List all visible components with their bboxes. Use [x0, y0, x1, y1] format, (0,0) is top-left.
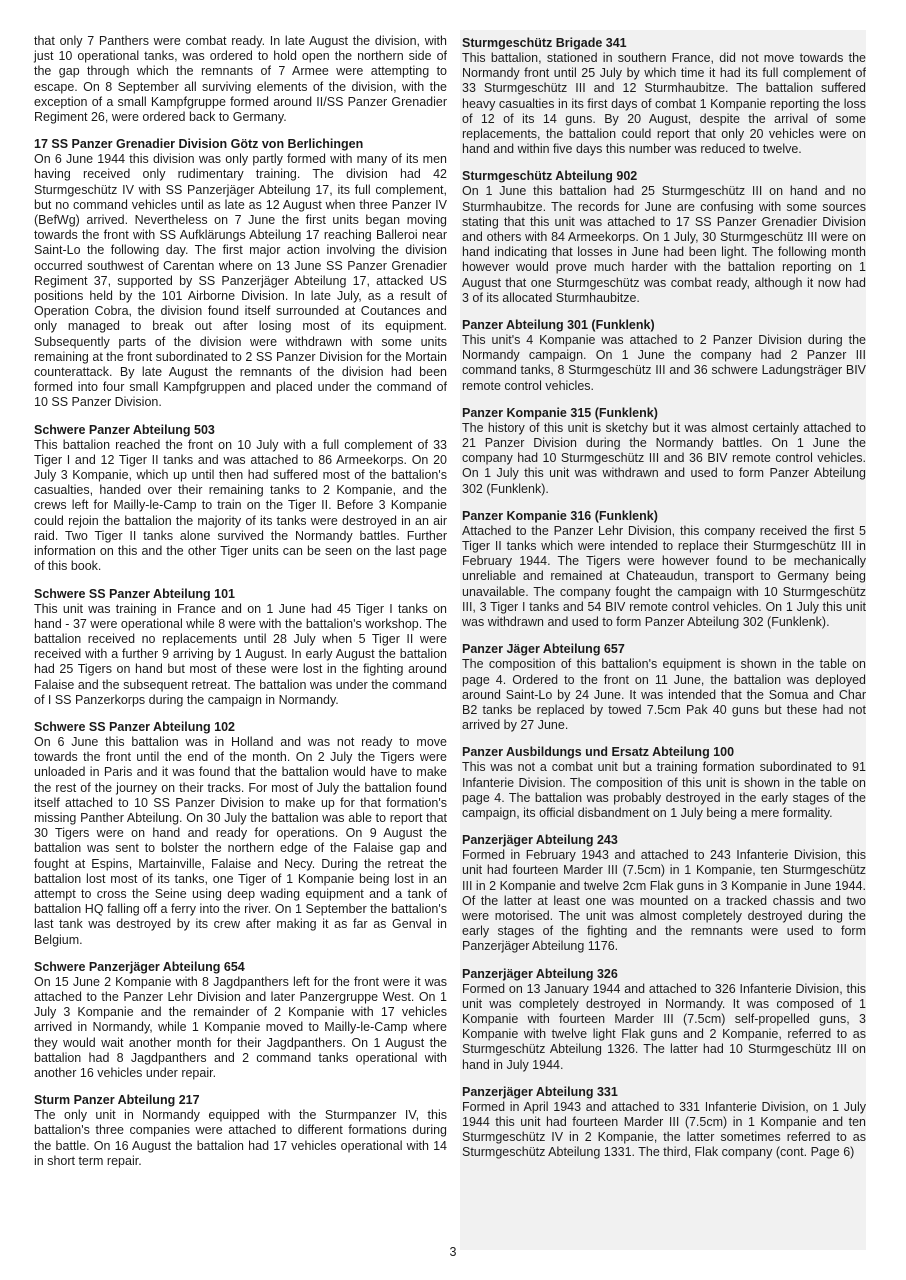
section-body: This battalion reached the front on 10 July with a full complement of 33 Tiger I and 12 Tiger II tanks and was attached to 86 Armeekorps. On 20 July 3 Kompanie, which up until then had suffered most of the battalion's casualties, handed over their remaining tanks to 2 Kompanie, and the crews left for Mailly-le-Camp to train on the Tiger II. Before 3 Kompanie could rejoin the battalion the majority of its tanks were destroyed in an air raid. Two Tiger II tanks alone survived the Normandy battles. Further information on this and the other Tiger units can be seen on the last page of this book. — [34, 437, 447, 574]
section-heading: Sturm Panzer Abteilung 217 — [34, 1093, 200, 1108]
section-sturm-panzer-abteilung-217 — [34, 1093, 447, 1169]
section-schwere-panzerjaeger-abteilung-654 — [34, 960, 447, 1081]
section-heading: Panzerjäger Abteilung 326 — [462, 966, 618, 981]
section-heading: Schwere Panzerjäger Abteilung 654 — [34, 959, 245, 974]
section-heading: Schwere Panzer Abteilung 503 — [34, 422, 215, 437]
page-number: 3 — [449, 1245, 457, 1259]
section-body: This unit was training in France and on 1 June had 45 Tiger I tanks on hand - 37 were operational while 8 were with the battalion's workshop. The battalion received no replacements until 28 July when 5 Tiger II were received with a further 9 arriving by 1 August. In early August the battalion had 25 Tigers on hand but most of these were lost in the fighting around Falaise and the subsequent retreat. The battalion was under the command of I SS Panzerkorps during the campaign in Normandy. — [34, 601, 447, 707]
right-column-sidebar — [460, 30, 866, 1250]
section-body: Formed in April 1943 and attached to 331 Infanterie Division, on 1 July 1944 this unit had fourteen Marder III (7.5cm) in 1 Kompanie and ten Sturmgeschütz IV in 2 Kompanie, the latter sometimes referred to as Sturmgeschütz Abteilung 1331. The third, Flak company (cont. Page 6) — [462, 1099, 866, 1160]
section-heading: Sturmgeschütz Abteilung 902 — [462, 169, 638, 184]
section-body: This unit's 4 Kompanie was attached to 2 Panzer Division during the Normandy campaign. On 1 June the company had 2 Panzer III command tanks, 8 Sturmgeschütz III and 36 schwere Ladungsträger BIV remote control vehicles. — [462, 333, 866, 393]
section-schwere-panzer-abteilung-503 — [34, 423, 447, 575]
section-panzer-ausbildungs-abteilung-100 — [462, 745, 866, 821]
section-body: On 6 June 1944 this division was only partly formed with many of its men having received only rudimentary training. The division had 42 Sturmgeschütz IV with SS Panzerjäger Abteilung 17, its full complement, but no command vehicles until as late as 12 August when three Panzer IV (BefWg) arrived. Nevertheless on 7 June the first units began moving towards the front with SS Aufklärungs Abteilung 17 reaching Balleroi near Saint-Lo the following day. The first major action involving the division occurred southwest of Carentan where on 13 June SS Panzer Grenadier Regiment 37, supported by SS Panzerjäger Abteilung 17, attacked US positions held by the 101 Airborne Division. In late July, as a result of Operation Cobra, the division found itself surrounded at Coutances and only managed to break out after losing most of its equipment. Subsequently parts of the division were withdrawn with some units remaining at the front subordinated to 2 SS Panzer Division for the Mortain counterattack. By late August the remnants of the division had been formed into four small Kampfgruppen and placed under the command of 10 SS Panzer Division. — [34, 152, 447, 410]
section-heading: Panzer Kompanie 315 (Funklenk) — [462, 405, 658, 420]
section-panzer-kompanie-315 — [462, 406, 866, 497]
section-schwere-ss-panzer-abteilung-102 — [34, 720, 447, 948]
section-heading: Panzer Jäger Abteilung 657 — [462, 642, 625, 657]
section-schwere-ss-panzer-abteilung-101 — [34, 587, 447, 708]
section-panzer-jaeger-abteilung-657 — [462, 642, 866, 733]
section-body: On 1 June this battalion had 25 Sturmgeschütz III on hand and no Sturmhaubitze. The records for June are confusing with some sources stating that this unit was attached to 17 SS Panzer Grenadier Division and others with 84 Armeekorps. On 1 July, 30 Sturmgeschütz III were on hand indicating that losses in June had been light. The following month however would prove much harder with the battalion reporting on 1 August that one Sturmgeschütz was combat ready, although it now had 3 of its allocated Sturmhaubitze. — [462, 184, 866, 305]
intro-text: that only 7 Panthers were combat ready. In late August the division, with just 10 operational tanks, was ordered to hold open the northern side of the gap through which the remnants of 7 Armee were attempting to escape. On 8 September all surviving elements of the division, with the exception of a small Kampfgruppe formed around II/SS Panzer Grenadier Regiment 26, were ordered back to Germany. — [34, 34, 447, 125]
section-body: The only unit in Normandy equipped with the Sturmpanzer IV, this battalion's three companies were attached to different formations during the battle. On 16 August the battalion had 17 vehicles operational with 14 in short term repair. — [34, 1108, 447, 1168]
section-body: Formed on 13 January 1944 and attached to 326 Infanterie Division, this unit was completely destroyed in Normandy. It was composed of 1 Kompanie with fourteen Marder III (7.5cm) self-propelled guns, 3 Kompanie with twelve light Flak guns and 2 Kompanie, referred to as Sturmgeschütz Abteilung 1326. The latter had 10 Sturmgeschütz III on hand in July 1944. — [462, 981, 866, 1072]
section-heading: 17 SS Panzer Grenadier Division Götz von Berlichingen — [34, 137, 364, 152]
section-body: On 6 June this battalion was in Holland and was not ready to move towards the front until the end of the month. On 2 July the Tigers were unloaded in Paris and it was found that the battalion would have to make the rest of the journey on their tracks. For most of July the battalion found itself attached to 10 SS Panzer Division to make up for that formation's missing Panther Abteilung. On 30 July the battalion was able to report that 30 Tigers were on hand and ready for operations. On 9 August the battalion was sent to bolster the northern edge of the Falaise gap and fought at Espins, Martainville, Falaise and Necy. During the retreat the battalion lost most of its tanks, one Tiger of 1 Kompanie being lost in an attempt to cross the Seine using deep wading equipment and a tank of battalion HQ falling off a ferry into the river. On 1 September the battalion's last tank was destroyed by its crew after making it as far as Genval in Belgium. — [34, 734, 447, 947]
section-panzer-abteilung-301 — [462, 318, 866, 394]
section-body: The history of this unit is sketchy but it was almost certainly attached to 21 Panzer Division during the Normandy battles. On 1 June the company had 10 Sturmgeschütz III and 36 BIV remote control vehicles. On 1 July this unit was withdrawn and used to form Panzer Abteilung 302 (Funklenk). — [462, 420, 866, 496]
intro-paragraph — [34, 34, 447, 125]
section-sturmgeschuetz-abteilung-902 — [462, 169, 866, 306]
section-body: The composition of this battalion's equipment is shown in the table on page 4. Ordered to the front on 11 June, the battalion was deployed around Saint-Lo by 24 June. It was intended that the Somua and Char B2 tanks be replaced by towed 7.5cm Pak 40 guns but these had not arrived by 27 June. — [462, 657, 866, 733]
section-heading: Schwere SS Panzer Abteilung 102 — [34, 719, 235, 734]
section-panzer-kompanie-316 — [462, 509, 866, 630]
section-panzerjaeger-abteilung-326 — [462, 967, 866, 1073]
section-heading: Panzer Ausbildungs und Ersatz Abteilung 100 — [462, 745, 735, 760]
section-heading: Panzer Abteilung 301 (Funklenk) — [462, 318, 655, 333]
section-panzerjaeger-abteilung-331 — [462, 1085, 866, 1161]
section-body: Attached to the Panzer Lehr Division, this company received the first 5 Tiger II tanks which were intended to replace their Sturmgeschütz III in February 1944. The Tigers were however found to be mechanically unreliable and remained at Chateaudun, transport to Germany being unavailable. The company fought the campaign with 10 Sturmgeschütz III, 3 Tiger I tanks and 54 BIV remote control vehicles. On 1 July this unit was withdrawn and used to form Panzer Abteilung 302 (Funklenk). — [462, 523, 866, 630]
section-heading: Panzerjäger Abteilung 243 — [462, 833, 618, 848]
section-body: On 15 June 2 Kompanie with 8 Jagdpanthers left for the front were it was attached to the Panzer Lehr Division and later Panzergruppe West. On 1 July 3 Kompanie and the remainder of 2 Kompanie with 17 vehicles arrived in Normandy, while 1 Kompanie moved to Mailly-le-Camp where they would wait another month for their Jagdpanthers. On 1 August the battalion had 8 Jagdpanthers and 2 command tanks operational with another 16 vehicles under repair. — [34, 974, 447, 1080]
section-heading: Sturmgeschütz Brigade 341 — [462, 36, 627, 50]
left-column — [34, 34, 447, 1181]
section-body: This battalion, stationed in southern France, did not move towards the Normandy front until 25 July by which time it had its full complement of 33 Sturmgeschütz III and 12 Sturmhaubitze. The battalion suffered heavy casualties in its first days of combat 1 Kompanie reporting the loss of 12 of its 14 guns. By 20 August, despite the arrival of some replacements, the battalion could report that only 20 vehicles were on hand and within five days this number was reduced to twelve. — [462, 51, 866, 157]
section-17-ss-panzer-grenadier-division — [34, 137, 447, 410]
section-heading: Schwere SS Panzer Abteilung 101 — [34, 586, 235, 601]
section-body: Formed in February 1943 and attached to 243 Infanterie Division, this unit had fourteen Marder III (7.5cm) in 1 Kompanie, ten Sturmgeschütz III in 2 Kompanie and twelve 2cm Flak guns in 3 Kompanie in June 1944. Of the latter at least one was mounted on a tracked chassis and two were motorised. The unit was almost completely destroyed during the early stages of the fighting and the remnants were used to form Panzerjäger Abteilung 1176. — [462, 848, 866, 954]
section-heading: Panzerjäger Abteilung 331 — [462, 1084, 618, 1099]
section-heading: Panzer Kompanie 316 (Funklenk) — [462, 508, 658, 523]
section-panzerjaeger-abteilung-243 — [462, 833, 866, 954]
section-sturmgeschuetz-brigade-341 — [462, 36, 866, 157]
section-body: This was not a combat unit but a training formation subordinated to 91 Infanterie Division. The composition of this unit is shown in the table on page 4. The battalion was probably destroyed in the early stages of the campaign, its official disbandment on 1 July being a mere formality. — [462, 760, 866, 820]
